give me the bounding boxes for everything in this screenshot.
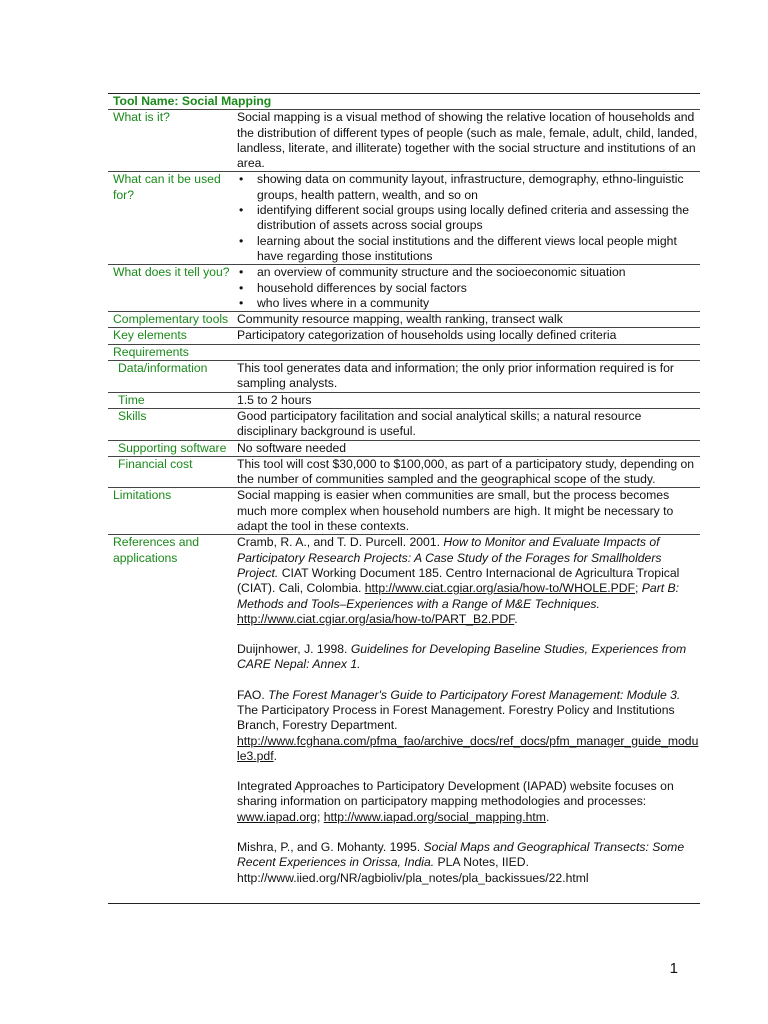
references-list: [232, 535, 700, 904]
row-label: Limitations: [108, 488, 232, 535]
list-item: • an overview of community structure and the socioeconomic situation: [237, 265, 700, 280]
reference-item: [237, 642, 700, 673]
row-limitations: [108, 488, 700, 535]
ref-link[interactable]: www.iapad.org: [237, 809, 317, 824]
page-number: 1: [669, 960, 678, 977]
list-item: • household differences by social factors: [237, 281, 700, 296]
row-label: Supporting software: [108, 440, 232, 456]
row-skills: [108, 408, 700, 440]
row-used-for: [108, 172, 700, 265]
bullet-list: [237, 265, 700, 311]
ref-text: .: [514, 611, 518, 626]
row-value: This tool generates data and information; the only prior information required is for sampling analysts.: [232, 361, 700, 393]
ref-title: How to Monitor and Evaluate Impacts of Participatory Research Projects: A Case Study of the Forages for Smallholders Project.: [237, 535, 662, 580]
row-value: [232, 265, 700, 312]
row-time: [108, 392, 700, 408]
ref-text: FAO.: [237, 687, 269, 702]
row-requirements: [108, 344, 700, 360]
ref-text: .: [545, 809, 550, 824]
row-value: Good participatory facilitation and social analytical skills; a natural resource disciplinary background is useful.: [232, 408, 700, 440]
row-value: 1.5 to 2 hours: [232, 392, 700, 408]
row-label: Complementary tools: [108, 312, 232, 328]
row-references: [108, 535, 700, 904]
row-label: Key elements: [108, 328, 232, 344]
ref-text: ;: [316, 809, 324, 824]
row-value: Community resource mapping, wealth ranking, transect walk: [232, 312, 700, 328]
ref-url: http://www.iied.org/NR/agbioliv/pla_notes/pla_backissues/22.html: [237, 870, 589, 885]
row-value: No software needed: [232, 440, 700, 456]
tool-title: Tool Name: Social Mapping: [108, 94, 700, 110]
ref-link[interactable]: http://www.iapad.org/social_mapping.htm: [323, 809, 546, 824]
tool-table: [108, 93, 700, 904]
ref-text: ;: [635, 581, 642, 596]
ref-link[interactable]: http://www.ciat.cgiar.org/asia/how-to/WHOLE.PDF: [364, 581, 636, 596]
row-label: Data/information: [108, 361, 232, 393]
row-value: Social mapping is a visual method of showing the relative location of households and the distribution of different types of people (such as male, female, adult, child, landed, landless, literate, and illiterate) together with the social structure and institutions of an area.: [232, 110, 700, 172]
row-label: Requirements: [108, 344, 232, 360]
row-label: Time: [108, 392, 232, 408]
row-key-elements: [108, 328, 700, 344]
ref-title: Social Maps and Geographical Transects: Some Recent Experiences in Orissa, India.: [237, 840, 685, 870]
list-item: • who lives where in a community: [237, 296, 700, 311]
ref-link[interactable]: http://www.ciat.cgiar.org/asia/how-to/PART_B2.PDF: [237, 611, 515, 626]
bullet-list: [237, 172, 700, 264]
row-label: Financial cost: [108, 456, 232, 488]
row-label: What is it?: [108, 110, 232, 172]
list-item: • learning about the social institutions and the different views local people might have regarding those institutions: [237, 234, 700, 265]
reference-item: [237, 535, 700, 627]
ref-text: Integrated Approaches to Participatory Development (IAPAD) website focuses on sharing information on participatory mapping methodologies and processes:: [237, 779, 674, 809]
ref-text: PLA Notes, IIED.: [434, 855, 529, 870]
reference-item: [237, 779, 700, 825]
ref-title: Part B: Methods and Tools–Experiences with a Range of M&E Techniques.: [237, 581, 680, 611]
reference-item: [237, 840, 700, 886]
row-tell-you: [108, 265, 700, 312]
ref-text: Cramb, R. A., and T. D. Purcell. 2001.: [237, 535, 444, 550]
ref-text: CIAT Working Document 185. Centro Internacional de Agricultura Tropical (CIAT). Cali, Colombia.: [237, 565, 680, 596]
ref-link[interactable]: http://www.fcghana.com/pfma_fao/archive_docs/ref_docs/pfm_manager_guide_module3.pdf: [237, 733, 699, 763]
row-what-is-it: [108, 110, 700, 172]
list-item: • showing data on community layout, infrastructure, demography, ethno-linguistic groups, health pattern, wealth, and so on: [237, 172, 700, 203]
row-label: What does it tell you?: [108, 265, 232, 312]
row-value: [232, 172, 700, 265]
row-supporting-software: [108, 440, 700, 456]
ref-title: Guidelines for Developing Baseline Studies, Experiences from CARE Nepal: Annex 1.: [237, 642, 687, 672]
title-row: [108, 94, 700, 110]
ref-text: Mishra, P., and G. Mohanty. 1995.: [237, 840, 424, 855]
ref-text: The Participatory Process in Forest Management. Forestry Policy and Institutions Branch, Forestry Department.: [237, 702, 675, 733]
row-complementary-tools: [108, 312, 700, 328]
row-value: This tool will cost $30,000 to $100,000, as part of a participatory study, depending on the number of communities sampled and the geographical scope of the study.: [232, 456, 700, 488]
row-financial-cost: [108, 456, 700, 488]
row-value: Social mapping is easier when communities are small, but the process becomes much more complex when household numbers are high. It might be necessary to adapt the tool in these contexts.: [232, 488, 700, 535]
row-value: [232, 344, 700, 360]
row-label: References and applications: [108, 535, 232, 904]
ref-title: The Forest Manager's Guide to Participatory Forest Management: Module 3.: [268, 687, 681, 702]
row-label: What can it be used for?: [108, 172, 232, 265]
reference-item: [237, 688, 700, 764]
ref-text: .: [273, 748, 277, 763]
list-item: • identifying different social groups using locally defined criteria and assessing the distribution of assets across social groups: [237, 203, 700, 234]
row-data-information: [108, 361, 700, 393]
row-value: Participatory categorization of households using locally defined criteria: [232, 328, 700, 344]
row-label: Skills: [108, 408, 232, 440]
ref-text: Duijnhower, J. 1998.: [237, 642, 351, 657]
